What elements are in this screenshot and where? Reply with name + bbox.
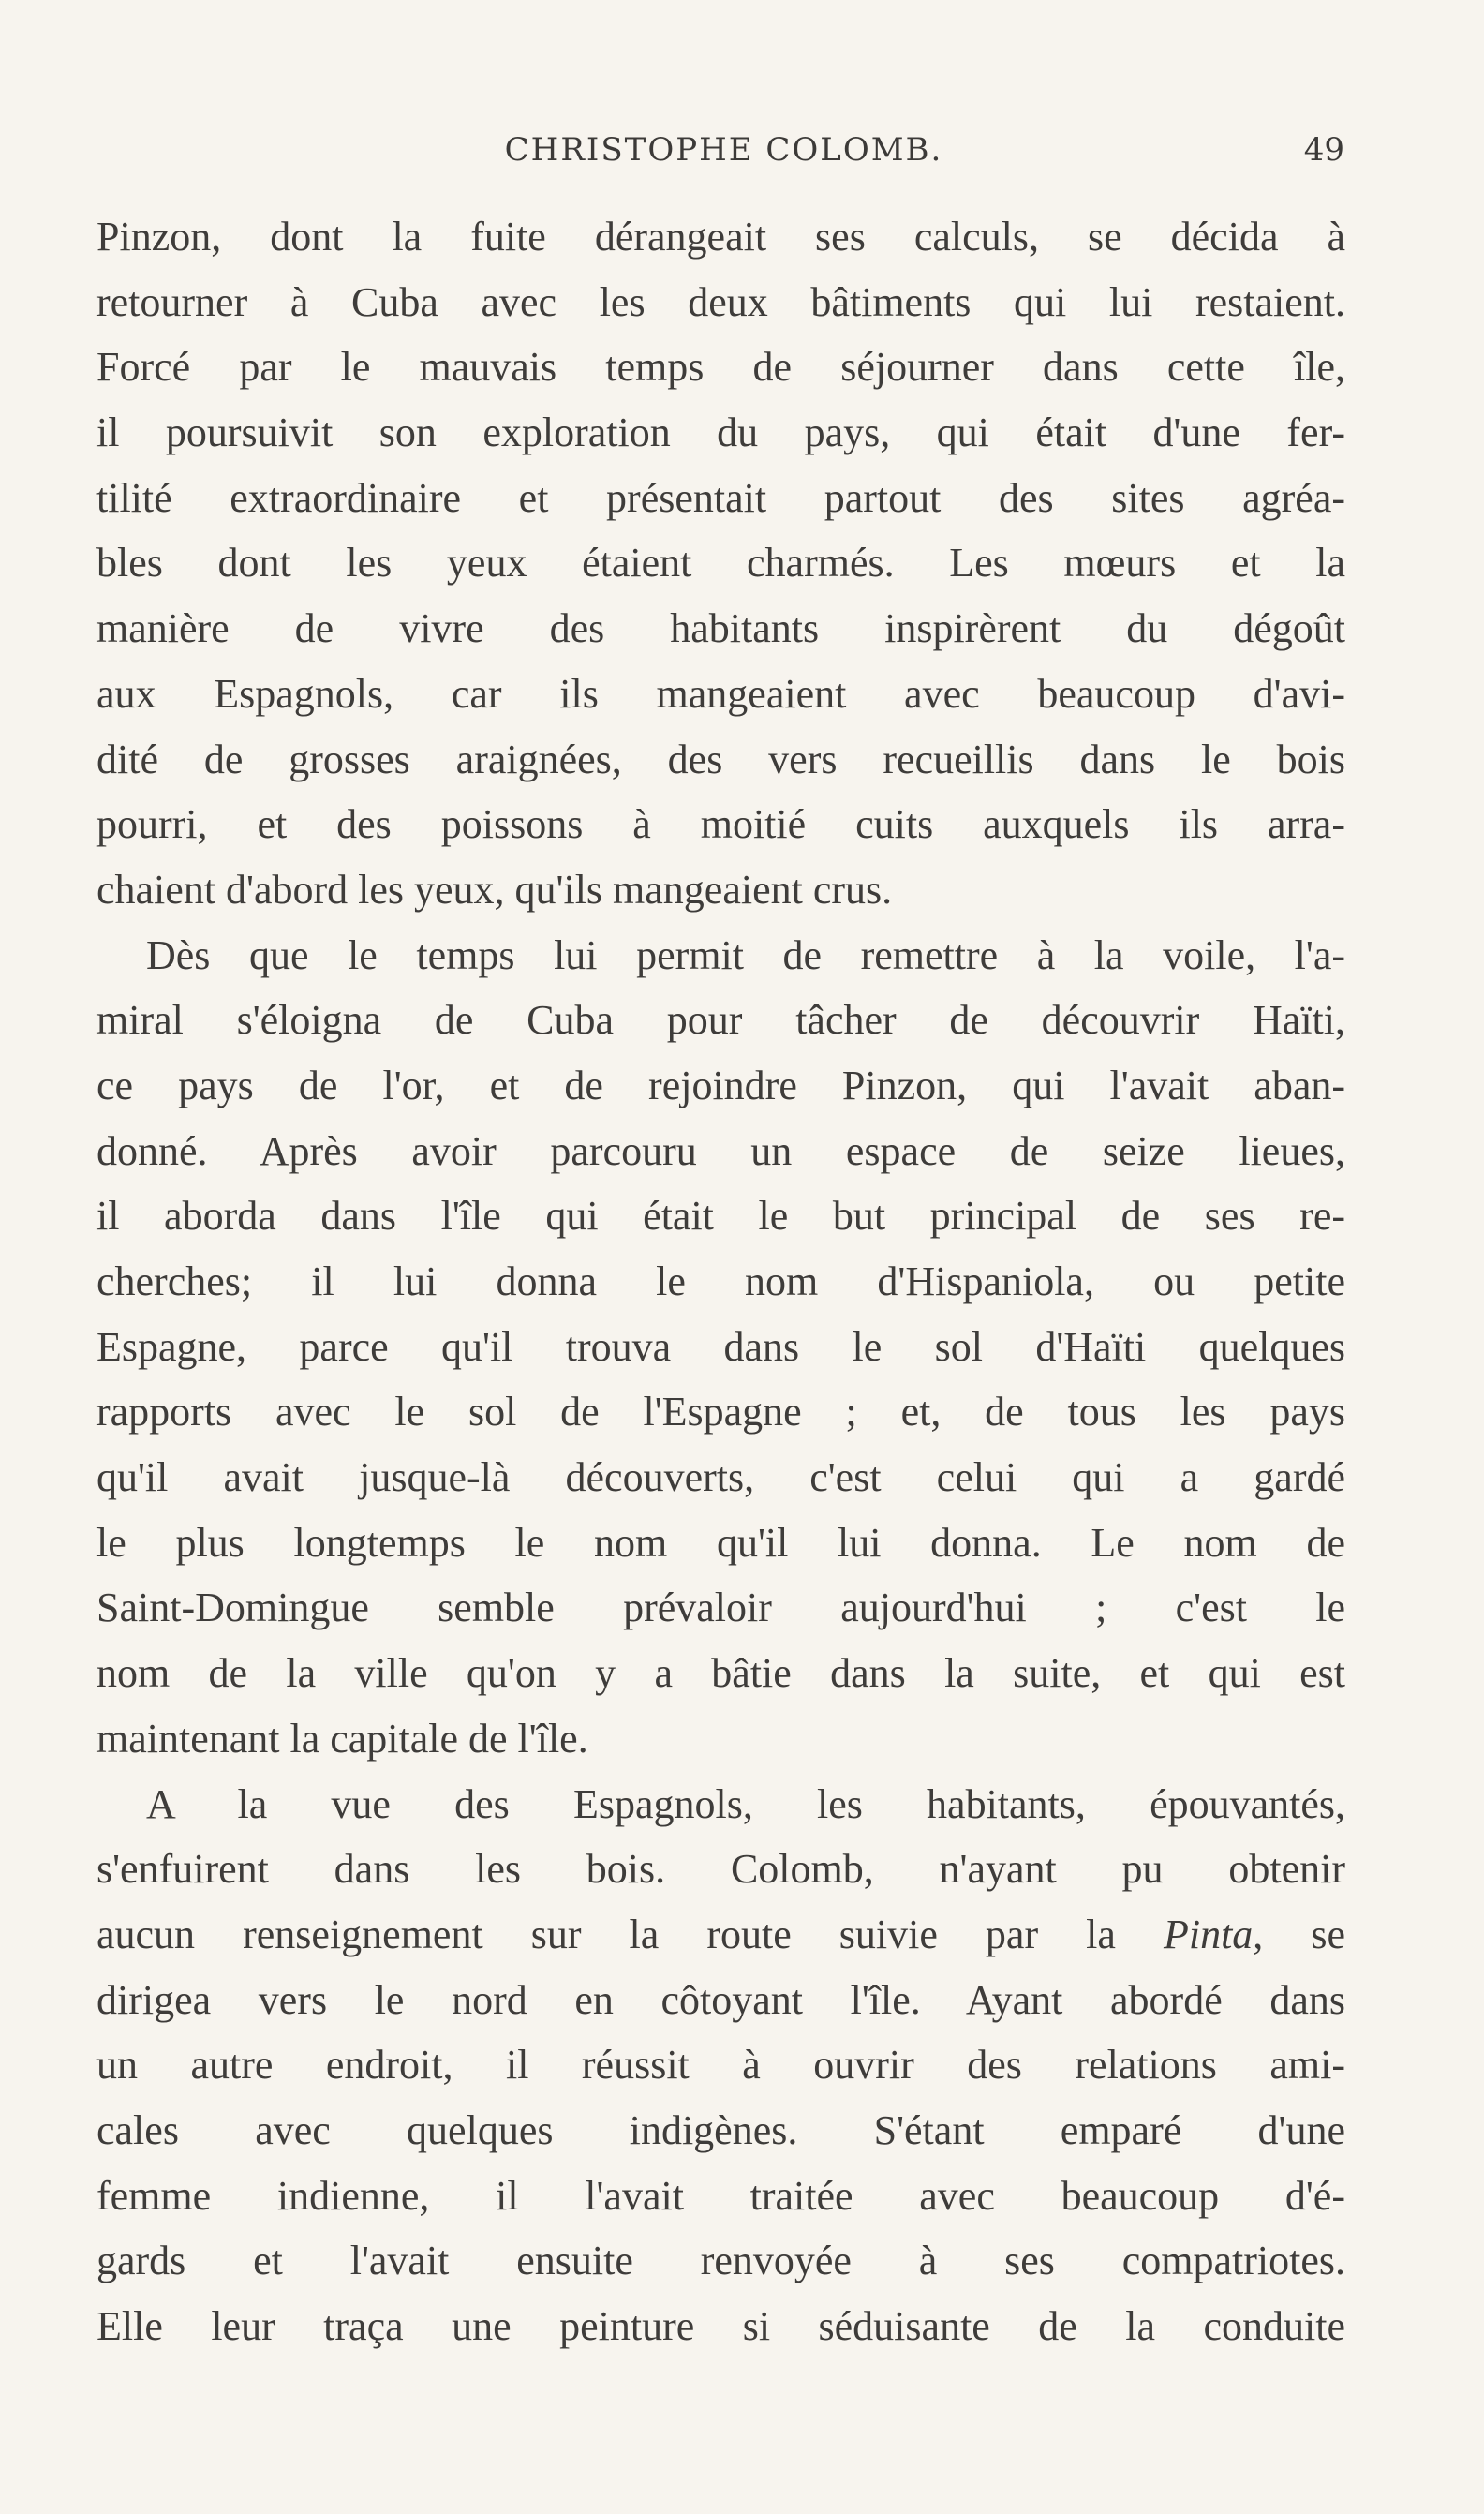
text-line: donné. Après avoir parcouru un espace de seize lieues,	[96, 1127, 1345, 1174]
text-line: Forcé par le mauvais temps de séjourner dans cette île,	[96, 344, 1345, 391]
text-line: Elle leur traça une peinture si séduisante de la conduite	[96, 2303, 1345, 2349]
text-line: le plus longtemps le nom qu'il lui donna. Le nom de	[96, 1519, 1345, 1566]
text-line: il poursuivit son exploration du pays, qui était d'une fer-	[96, 409, 1345, 456]
text-segment: , se	[1253, 1911, 1345, 1957]
text-line: retourner à Cuba avec les deux bâtiments qui lui restaient.	[96, 278, 1345, 325]
text-line: aux Espagnols, car ils mangeaient avec beaucoup d'avi-	[96, 670, 1345, 717]
body-text	[96, 204, 1345, 2359]
text-line: femme indienne, il l'avait traitée avec beaucoup d'é-	[96, 2172, 1345, 2219]
text-line: Espagne, parce qu'il trouva dans le sol d'Haïti quelques	[96, 1323, 1345, 1370]
page-number: 49	[1303, 131, 1344, 169]
text-line: ce pays de l'or, et de rejoindre Pinzon, qui l'avait aban-	[96, 1062, 1345, 1108]
text-segment: aucun renseignement sur la route suivie par la	[96, 1911, 1164, 1957]
text-line: un autre endroit, il réussit à ouvrir des relations ami-	[96, 2042, 1345, 2089]
text-line-with-italic	[96, 1902, 1345, 1968]
paragraph	[96, 923, 1345, 1772]
text-line: Dès que le temps lui permit de remettre à la voile, l'a-	[146, 931, 1345, 978]
text-line: il aborda dans l'île qui était le but principal de ses re-	[96, 1193, 1345, 1240]
text-line: maintenant la capitale de l'île.	[96, 1715, 588, 1762]
text-line: pourri, et des poissons à moitié cuits auxquels ils arra-	[96, 801, 1345, 848]
text-line: gards et l'avait ensuite renvoyée à ses compatriotes.	[96, 2238, 1345, 2284]
page-header	[94, 131, 1354, 178]
text-line: rapports avec le sol de l'Espagne ; et, de tous les pays	[96, 1389, 1345, 1436]
paragraph	[96, 1772, 1345, 2359]
text-line: miral s'éloigna de Cuba pour tâcher de découvrir Haïti,	[96, 997, 1345, 1044]
text-line: qu'il avait jusque-là découverts, c'est celui qui a gardé	[96, 1454, 1345, 1501]
paragraph	[96, 204, 1345, 923]
ship-name-italic: Pinta	[1163, 1911, 1254, 1957]
text-line: chaient d'abord les yeux, qu'ils mangeaient crus.	[96, 866, 893, 913]
text-line: dirigea vers le nord en côtoyant l'île. Ayant abordé dans	[96, 1976, 1345, 2023]
text-line: Pinzon, dont la fuite dérangeait ses calculs, se décida à	[96, 214, 1345, 260]
text-line: s'enfuirent dans les bois. Colomb, n'ayant pu obtenir	[96, 1846, 1345, 1893]
text-line: A la vue des Espagnols, les habitants, épouvantés,	[146, 1780, 1345, 1827]
running-title: CHRISTOPHE COLOMB.	[504, 131, 943, 169]
text-line: Saint-Domingue semble prévaloir aujourd'hui ; c'est le	[96, 1584, 1345, 1631]
text-line: bles dont les yeux étaient charmés. Les mœurs et la	[96, 540, 1345, 587]
text-line: cales avec quelques indigènes. S'étant emparé d'une	[96, 2106, 1345, 2153]
text-line: dité de grosses araignées, des vers recueillis dans le bois	[96, 736, 1345, 782]
text-line: nom de la ville qu'on y a bâtie dans la suite, et qui est	[96, 1650, 1345, 1697]
text-line: manière de vivre des habitants inspirèrent du dégoût	[96, 605, 1345, 652]
text-line: cherches; il lui donna le nom d'Hispaniola, ou petite	[96, 1258, 1345, 1304]
text-line: tilité extraordinaire et présentait partout des sites agréa-	[96, 474, 1345, 521]
